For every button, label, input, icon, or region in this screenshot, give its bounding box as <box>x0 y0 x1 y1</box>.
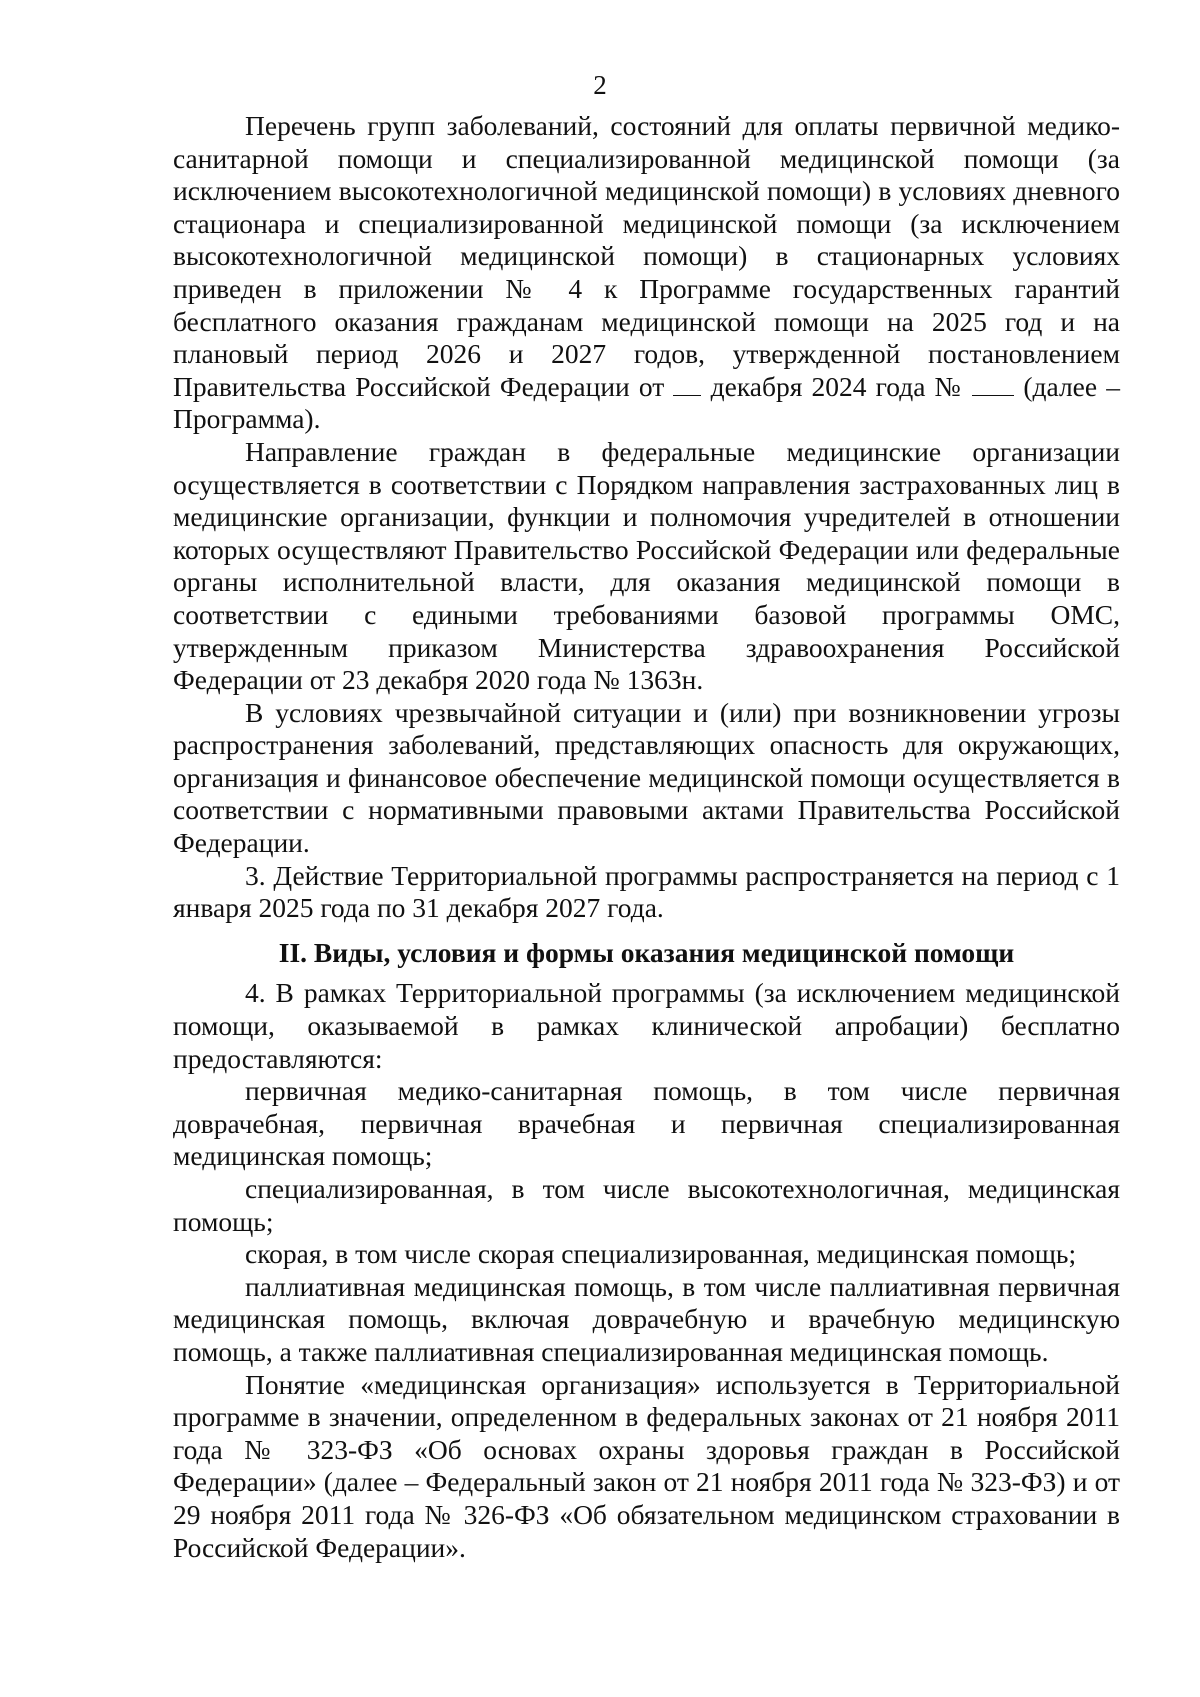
list-item-emergency-care: скорая, в том числе скорая специализированная, медицинская помощь; <box>245 1238 1077 1270</box>
list-item-palliative-care: паллиативная медицинская помощь, в том числе паллиативная первичная медицинская помощь, включая доврачебную и врачебную медицинскую помощь, а также паллиативная специализированная медицинская помощь. <box>173 1270 1120 1367</box>
document-body <box>173 110 1120 1564</box>
blank-number-field <box>972 371 1014 396</box>
paragraph-disease-groups-list <box>173 110 1120 436</box>
paragraph-emergency-situation: В условиях чрезвычайной ситуации и (или) при возникновении угрозы распространения заболеваний, представляющих опасность для окружающих, организация и финансовое обеспечение медицинской помощи осуществляется в соответствии с нормативными правовыми актами Правительства Российской Федерации. <box>173 696 1120 859</box>
paragraph-text: (далее – Программа). <box>173 370 1120 435</box>
page-number: 2 <box>593 70 607 100</box>
paragraph-federal-referral: Направление граждан в федеральные медицинские организации осуществляется в соответствии с Порядком направления застрахованных лиц в медицинские организации, функции и полномочия учредителей в отношении которых осуществляют Правительство Российской Федерации или федеральные органы исполнительной власти, для оказания медицинской помощи в соответствии с едиными требованиями базовой программы ОМС, утвержденным приказом Министерства здравоохранения Российской Федерации от 23 декабря 2020 года № 1363н. <box>173 435 1120 696</box>
list-item-primary-care: первичная медико-санитарная помощь, в том числе первичная доврачебная, первичная врачебная и первичная специализированная медицинская помощь; <box>173 1075 1120 1172</box>
paragraph-text: Перечень групп заболеваний, состояний для оплаты первичной медико-санитарной помощи и специализированной медицинской помощи (за исключением высокотехнологичной медицинской помощи) в условиях дневного стационара и специализированной медицинской помощи (за исключением высокотехнологичной медицинской помощи) в стационарных условиях приведен в приложении № 4 к Программе государственных гарантий бесплатного оказания гражданам медицинской помощи на 2025 год и на плановый период 2026 и 2027 годов, утвержденной постановлением Правительства Российской Федерации от <box>173 110 1120 402</box>
list-item-specialized-care: специализированная, в том числе высокотехнологичная, медицинская помощь; <box>173 1173 1120 1237</box>
blank-date-field <box>673 371 701 396</box>
paragraph-program-period: 3. Действие Территориальной программы распространяется на период с 1 января 2025 года по 31 декабря 2027 года. <box>173 859 1120 924</box>
section-heading: II. Виды, условия и формы оказания медицинской помощи <box>278 936 1015 968</box>
paragraph-medical-organization-definition: Понятие «медицинская организация» используется в Территориальной программе в значении, определенном в федеральных законах от 21 ноября 2011 года № 323-ФЗ «Об основах охраны здоровья граждан в Российской Федерации» (далее – Федеральный закон от 21 ноября 2011 года № 323-ФЗ) и от 29 ноября 2011 года № 326-ФЗ «Об обязательном медицинском страховании в Российской Федерации». <box>173 1368 1120 1563</box>
paragraph-text: декабря 2024 года № <box>701 370 973 402</box>
paragraph-free-care-intro: 4. В рамках Территориальной программы (за исключением медицинской помощи, оказываемой в рамках клинической апробации) бесплатно предоставляются: <box>173 977 1120 1074</box>
